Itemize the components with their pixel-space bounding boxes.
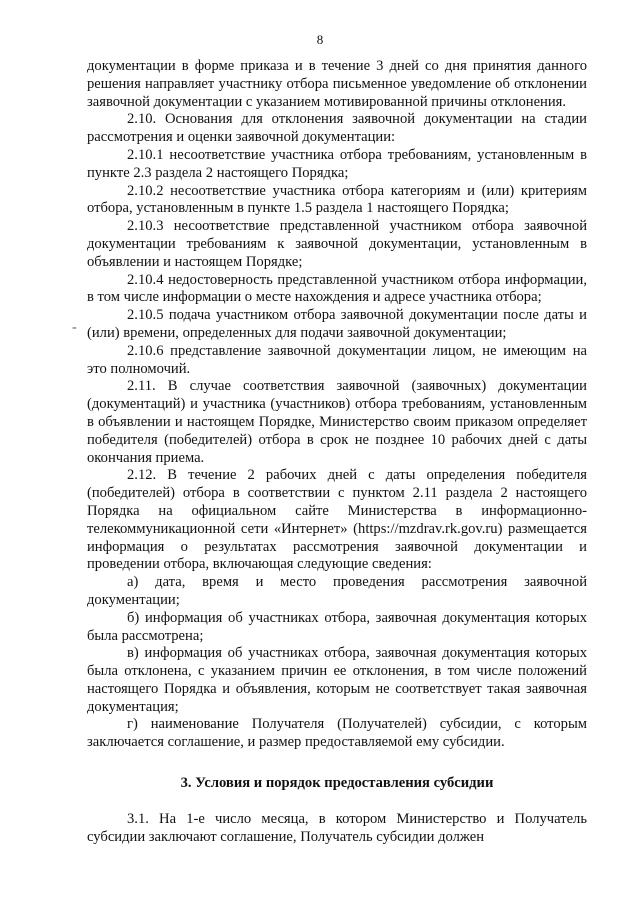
paragraph: 3.1. На 1-е число месяца, в котором Министерство и Получатель субсидии заключают соглашение, Получатель субсидии должен <box>87 810 587 845</box>
page-number: 8 <box>316 32 324 47</box>
paragraph: б) информация об участниках отбора, заявочная документация которых была рассмотрена; <box>87 609 587 644</box>
section-heading: 3. Условия и порядок предоставления субсидии <box>180 775 494 792</box>
paragraph: 2.10.2 несоответствие участника отбора категориям и (или) критериям отбора, установленным в пункте 1.5 раздела 1 настоящего Порядка; <box>87 182 587 217</box>
document-body <box>87 58 587 846</box>
paragraph: 2.10. Основания для отклонения заявочной документации на стадии рассмотрения и оценки заявочной документации: <box>87 111 587 146</box>
paragraph: 2.12. В течение 2 рабочих дней с даты определения победителя (победителей) отбора в соответствии с пунктом 2.11 раздела 2 настоящего Порядка на официальном сайте Министерства в информационно-телекоммуникационной сети «Интернет» (https://mzdrav.rk.gov.ru) размещается информация о результатах рассмотрения заявочной документации и проведении отбора, включающая следующие сведения: <box>87 467 587 573</box>
paragraph: 2.10.4 недостоверность представленной участником отбора информации, в том числе информации о месте нахождения и адресе участника отбора; <box>87 271 587 306</box>
paragraph-list <box>87 58 587 752</box>
margin-mark: - <box>72 320 77 335</box>
section-paragraph-list <box>87 811 587 847</box>
paragraph: 2.11. В случае соответствия заявочной (заявочных) документации (документаций) и участника (участников) отбора требованиям, установленным в объявлении и настоящем Порядке, Министерство своим приказом определяет победителя (победителей) отбора в срок не позднее 10 рабочих дней с даты окончания приема. <box>87 378 587 466</box>
paragraph: 2.10.3 несоответствие представленной участником отбора заявочной документации требованиям к заявочной документации, установленным в объявлении и настоящем Порядке; <box>87 218 587 270</box>
paragraph: г) наименование Получателя (Получателей) субсидии, с которым заключается соглашение, и размер предоставляемой ему субсидии. <box>87 716 587 751</box>
paragraph: а) дата, время и место проведения рассмотрения заявочной документации; <box>87 574 587 608</box>
paragraph: документации в форме приказа и в течение 3 дней со дня принятия данного решения направляет участнику отбора письменное уведомление об отклонении заявочной документации с указанием мотивированной причины отклонения. <box>87 58 587 110</box>
paragraph: 2.10.5 подача участником отбора заявочной документации после даты и (или) времени, определенных для подачи заявочной документации; <box>87 307 587 341</box>
paragraph: 2.10.1 несоответствие участника отбора требованиям, установленным в пункте 2.3 раздела 2 настоящего Порядка; <box>87 146 587 181</box>
paragraph: в) информация об участниках отбора, заявочная документация которых была отклонена, с указанием причин ее отклонения, в том числе положений настоящего Порядка и объявления, которым не соответствует такая заявочная документация; <box>87 645 587 715</box>
paragraph: 2.10.6 представление заявочной документации лицом, не имеющим на это полномочий. <box>87 342 587 377</box>
